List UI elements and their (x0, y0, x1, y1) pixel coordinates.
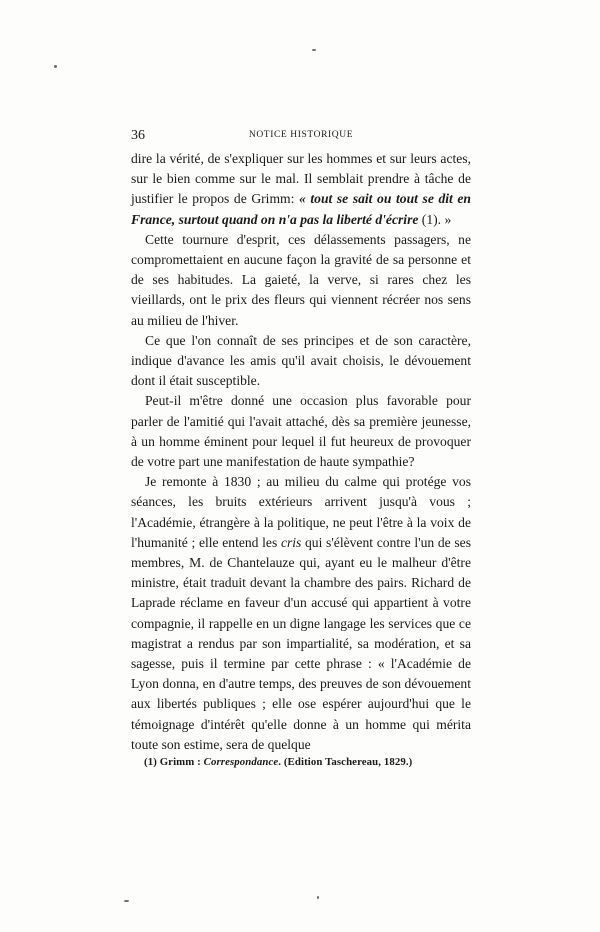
body-text (131, 149, 471, 755)
paragraph (131, 149, 471, 230)
paragraph-text: Cette tournure d'esprit, ces délassements passagers, ne compromettaient en aucune façon la gravité de sa personne et de ses habitudes. La gaieté, la verve, si rares chez les vieillards, ont le prix des fleurs qui viennent récréer nos sens au milieu de l'hiver. (131, 231, 471, 328)
paragraph-text: Ce que l'on connaît de ses principes et de son caractère, indique d'avance les amis qu'il avait choisis, le dévouement dont il était susceptible. (131, 332, 471, 389)
print-speck (54, 65, 57, 68)
print-speck (312, 49, 316, 51)
footnote-work-title: Correspondance (203, 756, 279, 768)
running-title: NOTICE HISTORIQUE (248, 130, 354, 140)
footnote-suffix: . (Edition Taschereau, 1829.) (278, 756, 413, 768)
running-header (131, 128, 471, 144)
print-speck (317, 896, 319, 899)
paragraph (131, 391, 471, 472)
footnote (144, 756, 474, 769)
print-speck (124, 900, 129, 902)
paragraph (131, 472, 471, 755)
emphasized-text: « tout se sait ou tout se dit en France, surtout quand on n'a pas la liberté d'écrire (131, 191, 471, 227)
paragraph-text: (1). » (418, 211, 452, 227)
footnote-prefix: (1) Grimm : (144, 756, 204, 768)
emphasized-text: cris (280, 534, 302, 550)
paragraph-text: qui s'élèvent contre l'un de ses membres, M. de Chantelauze qui, ayant eu le malheur d'être ministre, était traduit devant la chambre des pairs. Richard de Laprade réclame en faveur d'un accusé qui appartient à votre compagnie, il rappelle en un digne langage les services que ce magistrat a rendus par son impartialité, sa modération, et sa sagesse, puis il termine par cette phrase : « l'Académie de Lyon donna, en d'autre temps, des preuves de son dévouement aux libertés publiques ; elle ose espérer aujourd'hui que le témoignage d'intérêt qu'elle donne à un homme qui mérita toute son estime, sera de quelque (131, 534, 471, 752)
paragraph-text: dire la vérité, de s'expliquer sur les hommes et sur leurs actes, sur le bien comme sur le mal. Il semblait prendre à tâche de justifier le propos de Grimm: (131, 151, 471, 207)
paragraph-text: Peut-il m'être donné une occasion plus favorable pour parler de l'amitié qui l'avait attaché, dès sa première jeunesse, à un homme éminent pour lequel il fut heureux de provoquer de votre part une manifestation de haute sympathie? (131, 393, 471, 470)
page-number: 36 (131, 128, 145, 143)
paragraph (131, 331, 471, 392)
paragraph-text: Je remonte à 1830 ; au milieu du calme qui protége vos séances, les bruits extérieurs arrivent jusqu'à vous ; l'Académie, étrangère à la politique, ne peut l'être à la voix de l'humanité ; elle entend les (131, 474, 471, 550)
paragraph (131, 230, 471, 331)
